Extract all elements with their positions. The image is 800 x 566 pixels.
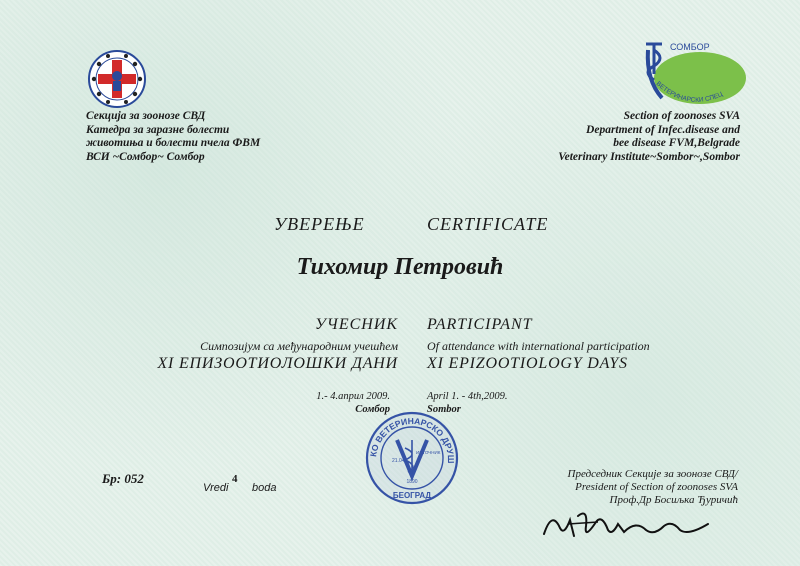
event-name-serbian: XI ЕПИЗООТИОЛОШКИ ДАНИ (157, 355, 398, 372)
president-title-serbian: Председник Секције за зоонозе СВД/ (567, 468, 738, 480)
certificate-title-english: CERTIFICATE (427, 214, 549, 234)
right-logo-top-text: СОМБОР (670, 42, 710, 52)
certificate-number: Бр: 052 (102, 471, 144, 486)
left-org-line-1: Секција за зоонозе СВД (86, 110, 206, 122)
role-serbian: УЧЕСНИК (315, 316, 398, 333)
left-org-line-3: животиња и болести пчела ФВМ (86, 137, 261, 149)
president-block (568, 468, 738, 507)
seal-arc-text: КО ВЕТЕРИНАРСКО ДРУШ (368, 415, 457, 464)
event-date-serbian: 1.- 4.април 2009. (316, 391, 390, 402)
president-name: Проф.Др Босиљка Ђуричић (609, 494, 738, 506)
seal-founded-text: 1890 (406, 479, 418, 485)
left-org-line-2: Катедра за заразне болести (86, 123, 230, 136)
event-city-english: Sombor (427, 404, 461, 415)
veterinary-institute-logo-icon (626, 40, 748, 115)
points-value: 4 (232, 473, 238, 485)
seal-date-text: 21.04 (392, 458, 405, 464)
event-city-serbian: Сомбор (355, 404, 390, 415)
right-org-line-4: Veterinary Institute~Sombor~,Sombor (558, 150, 740, 163)
right-org-line-1: Section of zoonoses SVA (623, 110, 740, 122)
event-date-english: April 1. - 4th,2009. (427, 391, 508, 402)
attendance-serbian: Симпозијум са међународним учешћем (200, 339, 398, 353)
handwritten-signature-icon (538, 506, 718, 547)
right-organization-block (558, 110, 740, 164)
left-org-line-4: ВСИ ~Сомбор~ Сомбор (86, 150, 205, 163)
attendance-english: Of attendance with international participation (427, 339, 650, 353)
role-english: PARTICIPANT (427, 316, 533, 333)
left-organization-block (86, 110, 260, 164)
right-org-line-2: Department of Infec.disease and (586, 123, 740, 136)
zoonoses-section-emblem-icon (86, 48, 148, 115)
right-org-line-3: bee disease FVM,Belgrade (613, 137, 740, 149)
president-title-english: President of Section of zoonoses SVA (575, 481, 738, 493)
seal-city-text: БЕОГРАД (392, 491, 432, 500)
seal-mark-text: ИСТОЧНИК (416, 450, 441, 455)
certificate-title-serbian: УВЕРЕЊЕ (274, 214, 365, 234)
serbian-veterinary-association-stamp-icon (364, 410, 460, 511)
points-prefix: Vredi (203, 482, 229, 494)
event-name-english: XI EPIZOOTIOLOGY DAYS (427, 355, 628, 372)
right-logo-arc-text: ВЕТЕРИНАРСКИ СПЕЦ (654, 80, 724, 104)
points-suffix: boda (252, 482, 277, 494)
recipient-name: Тихомир Петровић (296, 254, 504, 280)
